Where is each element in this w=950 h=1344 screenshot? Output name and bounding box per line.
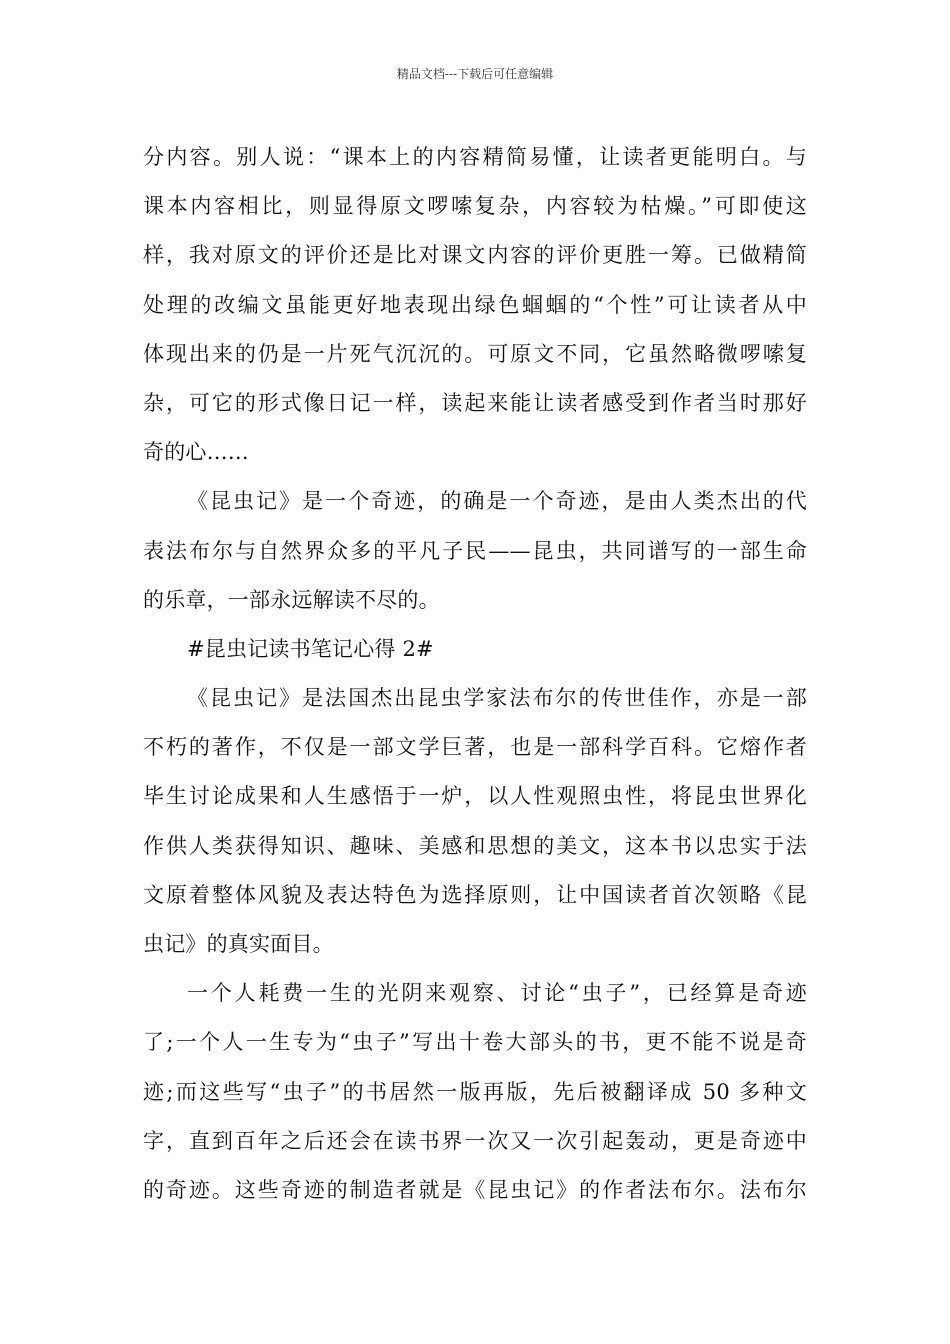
text-line: 杂，可它的形式像日记一样，读起来能让读者感受到作者当时那好 (143, 390, 807, 415)
text-line: 虫记》的真实面目。 (143, 932, 334, 956)
text-line: 字，直到百年之后还会在读书界一次又一次引起轰动，更是奇迹中 (143, 1128, 807, 1153)
text-line: 《昆虫记》是一个奇迹，的确是一个奇迹，是由人类杰出的代 (187, 489, 807, 514)
text-line: 体现出来的仍是一片死气沉沉的。可原文不同，它虽然略微啰嗦复 (143, 341, 807, 366)
text-line: 奇的心…… (143, 440, 249, 465)
document-body (143, 133, 807, 1215)
text-line: 作供人类获得知识、趣味、美感和思想的美文，这本书以忠实于法 (143, 833, 807, 858)
text-line: 《昆虫记》是法国杰出昆虫学家法布尔的传世佳作，亦是一部 (187, 686, 807, 711)
text-line: 的乐章，一部永远解读不尽的。 (143, 587, 440, 612)
text-line: 处理的改编文虽能更好地表现出绿色蝈蝈的“个性”可让读者从中 (143, 292, 807, 317)
text-line: 样，我对原文的评价还是比对课文内容的评价更胜一筹。已做精简 (143, 243, 807, 268)
text-line: 了;一个人一生专为“虫子”写出十卷大部头的书，更不能不说是奇 (143, 1030, 807, 1055)
text-line: 迹;而这些写“虫子”的书居然一版再版，先后被翻译成 50 多种文 (143, 1079, 807, 1104)
text-line: 文原着整体风貌及表达特色为选择原则，让中国读者首次领略《昆 (143, 882, 807, 907)
text-line: 表法布尔与自然界众多的平凡子民——昆虫，共同谱写的一部生命 (143, 538, 807, 563)
text-line: 不朽的著作，不仅是一部文学巨著，也是一部科学百科。它熔作者 (143, 735, 807, 760)
text-line: #昆虫记读书笔记心得 2# (187, 636, 434, 661)
text-line: 的奇迹。这些奇迹的制造者就是《昆虫记》的作者法布尔。法布尔 (143, 1177, 807, 1202)
text-line: 课本内容相比，则显得原文啰嗦复杂，内容较为枯燥。”可即使这 (143, 194, 807, 219)
page-header: 精品文档---下载后可任意编辑 (396, 67, 554, 81)
text-line: 一个人耗费一生的光阴来观察、讨论“虫子”，已经算是奇迹 (187, 981, 807, 1006)
text-line: 毕生讨论成果和人生感悟于一炉，以人性观照虫性，将昆虫世界化 (143, 784, 807, 809)
text-line: 分内容。别人说：“课本上的内容精简易懂，让读者更能明白。与 (143, 145, 807, 169)
